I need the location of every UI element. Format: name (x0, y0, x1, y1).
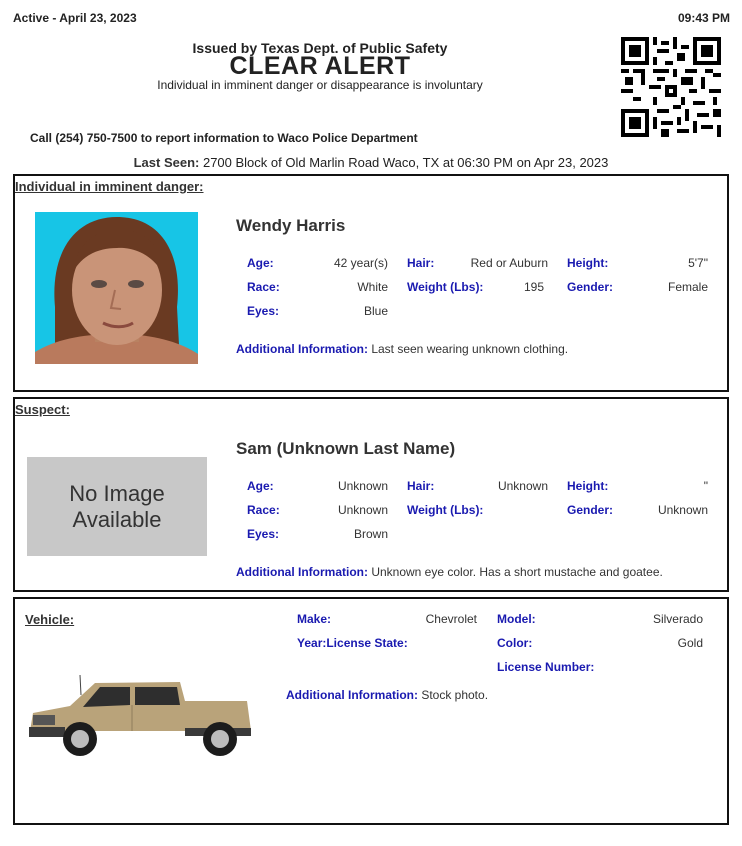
vehicle-color-label: Color: (497, 636, 533, 650)
vehicle-model-label: Model: (497, 612, 536, 626)
suspect-additional-info (236, 565, 663, 579)
suspect-race: Unknown (337, 503, 388, 517)
vehicle-license-label: License Number: (497, 660, 595, 674)
suspect-gender-label: Gender: (567, 503, 614, 517)
individual-additional-label: Additional Information: (236, 342, 368, 356)
portrait-image (35, 212, 198, 364)
vehicle-model: Silverado (652, 612, 703, 626)
vehicle-additional-info (286, 688, 488, 702)
individual-hair: Red or Auburn (470, 256, 548, 270)
suspect-additional-text: Unknown eye color. Has a short mustache and goatee. (367, 565, 663, 579)
alert-title: CLEAR ALERT (229, 52, 411, 80)
suspect-gender: Unknown (657, 503, 708, 517)
alert-subtitle: Individual in imminent danger or disappearance is involuntary (157, 78, 483, 92)
suspect-weight-label: Weight (Lbs): (407, 503, 484, 517)
vehicle-make-label: Make: (297, 612, 332, 626)
vehicle-photo[interactable] (25, 673, 255, 763)
individual-name: Wendy Harris (236, 216, 346, 235)
individual-section-title: Individual in imminent danger: (15, 179, 204, 194)
issued-by: Issued by Texas Dept. of Public Safety (192, 40, 448, 56)
suspect-section-title: Suspect: (15, 402, 70, 417)
individual-photo[interactable] (35, 212, 198, 364)
individual-eyes-label: Eyes: (247, 304, 280, 318)
vehicle-year-state-label: Year:License State: (297, 636, 408, 650)
status-date: Active - April 23, 2023 (13, 11, 137, 25)
vehicle-additional-text: Stock photo. (417, 688, 489, 702)
individual-age: 42 year(s) (333, 256, 388, 270)
individual-gender: Female (667, 280, 708, 294)
individual-weight: 195 (523, 280, 544, 294)
suspect-eyes-label: Eyes: (247, 527, 280, 541)
individual-height-label: Height: (567, 256, 609, 270)
suspect-age-label: Age: (247, 479, 274, 493)
qr-code[interactable] (620, 37, 722, 137)
suspect-hair: Unknown (497, 479, 548, 493)
suspect-hair-label: Hair: (407, 479, 435, 493)
individual-height: 5'7" (688, 256, 708, 270)
vehicle-make: Chevrolet (425, 612, 477, 626)
individual-weight-label: Weight (Lbs): (407, 280, 484, 294)
vehicle-color: Gold (677, 636, 703, 650)
individual-additional-info (236, 342, 568, 356)
individual-eyes: Blue (363, 304, 388, 318)
individual-additional-text: Last seen wearing unknown clothing. (367, 342, 569, 356)
individual-hair-label: Hair: (407, 256, 435, 270)
last-seen-value: 2700 Block of Old Marlin Road Waco, TX at 06:30 PM on Apr 23, 2023 (199, 155, 609, 170)
last-seen-label: Last Seen: (133, 155, 200, 170)
vehicle-section-title: Vehicle: (25, 612, 75, 627)
last-seen (0, 155, 742, 170)
suspect-name: Sam (Unknown Last Name) (236, 439, 456, 458)
individual-race: White (357, 280, 388, 294)
vehicle-section (13, 597, 729, 825)
suspect-height: " (703, 479, 708, 493)
alert-time: 09:43 PM (677, 11, 730, 25)
suspect-age: Unknown (337, 479, 388, 493)
vehicle-additional-label: Additional Information: (286, 688, 418, 702)
individual-section (13, 174, 729, 392)
individual-age-label: Age: (247, 256, 274, 270)
suspect-eyes: Brown (353, 527, 388, 541)
suspect-height-label: Height: (567, 479, 609, 493)
report-call-line: Call (254) 750-7500 to report information to Waco Police Department (30, 131, 418, 145)
suspect-additional-label: Additional Information: (236, 565, 368, 579)
suspect-section (13, 397, 729, 592)
suspect-race-label: Race: (247, 503, 280, 517)
individual-gender-label: Gender: (567, 280, 614, 294)
individual-race-label: Race: (247, 280, 280, 294)
suspect-no-image-placeholder: No Image Available (27, 457, 207, 556)
